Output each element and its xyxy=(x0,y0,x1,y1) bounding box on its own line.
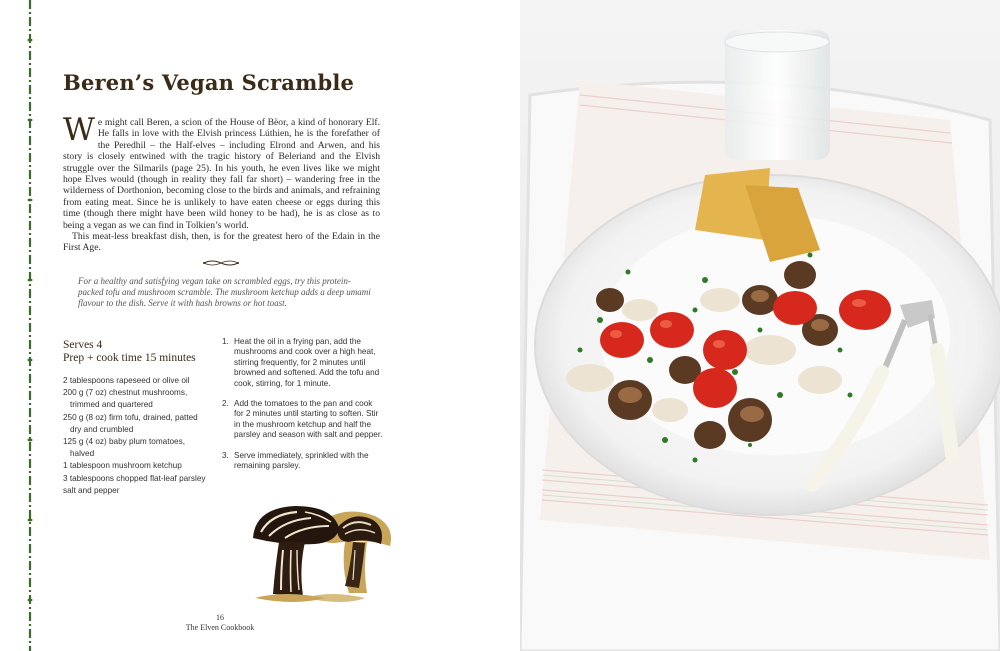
ingredients-list xyxy=(63,375,213,497)
page-number: 16 xyxy=(216,613,224,622)
serves-label: Serves 4 xyxy=(63,339,103,351)
drop-cap: W xyxy=(63,112,95,148)
time-label: Prep + cook time 15 minutes xyxy=(63,352,196,364)
ingredient-item: 3 tablespoons chopped flat-leaf parsley xyxy=(63,473,206,483)
intro-paragraph-1-text: e might call Beren, a scion of the House of Bëor, a kind of honorary Elf. He falls in love with the Elvish princess Lúthien, he is the forefather of the Peredhil – the Half-elves – including Elrond and Arwen, and his story is closely entwined with the tragic history of Beleriand and the Elvish struggle over the Silmarils (page 25). In his youth, he even lives like we might hope Elves would (though in reality they fall far short) – wandering free in the wilderness of Dorthonion, becoming close to the birds and animals, and refraining from eating meat. Since he is unlikely to have eaten cheese or eggs during this time (though there might have been wild honey to be had), he is as close as to being a vegan as we can find in Tolkien’s world. xyxy=(63,117,380,231)
ingredient-item: 250 g (8 oz) firm tofu, drained, patted dry and crumbled xyxy=(63,412,198,434)
method-step: 2. Add the tomatoes to the pan and cook for 2 minutes until starting to soften. Stir in the mushroom ketchup and half the parsley and season with salt and pepper. xyxy=(222,399,383,440)
dish-photo xyxy=(520,0,1000,651)
ingredient-item: 2 tablespoons rapeseed or olive oil xyxy=(63,376,190,385)
page-footer xyxy=(180,613,260,633)
method-step: 1. Heat the oil in a frying pan, add the mushrooms and cook over a high heat, stirring frequently, for 2 minutes until browned and softened. Add the tofu and cook, stirring, for 1 minute. xyxy=(222,337,380,388)
intro-paragraph-1 xyxy=(63,112,380,231)
ingredient-item: 125 g (4 oz) baby plum tomatoes, halved xyxy=(63,437,185,459)
mushroom-illustration xyxy=(245,498,400,613)
method-step: 3. Serve immediately, sprinkled with the remaining parsley. xyxy=(222,450,369,471)
ingredient-item: 200 g (7 oz) chestnut mushrooms, trimmed and quartered xyxy=(63,388,188,410)
book-title: The Elven Cookbook xyxy=(185,623,255,632)
recipe-title: Beren’s Vegan Scramble xyxy=(63,70,355,95)
ingredient-item: salt and pepper xyxy=(63,485,120,495)
intro-text xyxy=(63,112,380,254)
serves-block xyxy=(63,339,196,365)
intro-paragraph-2: This meat-less breakfast dish, then, is for the greatest hero of the Edain in the First Age. xyxy=(63,231,380,254)
serving-note: For a healthy and satisfying vegan take on scrambled eggs, try this protein-packed tofu and mushroom scramble. The mushroom ketchup adds a deep umami flavour to the dish. Serve it with hash browns or hot toast. xyxy=(78,276,371,308)
method-steps xyxy=(222,337,384,481)
ingredient-item: 1 tablespoon mushroom ketchup xyxy=(63,461,182,471)
flourish-divider-icon xyxy=(202,259,240,267)
